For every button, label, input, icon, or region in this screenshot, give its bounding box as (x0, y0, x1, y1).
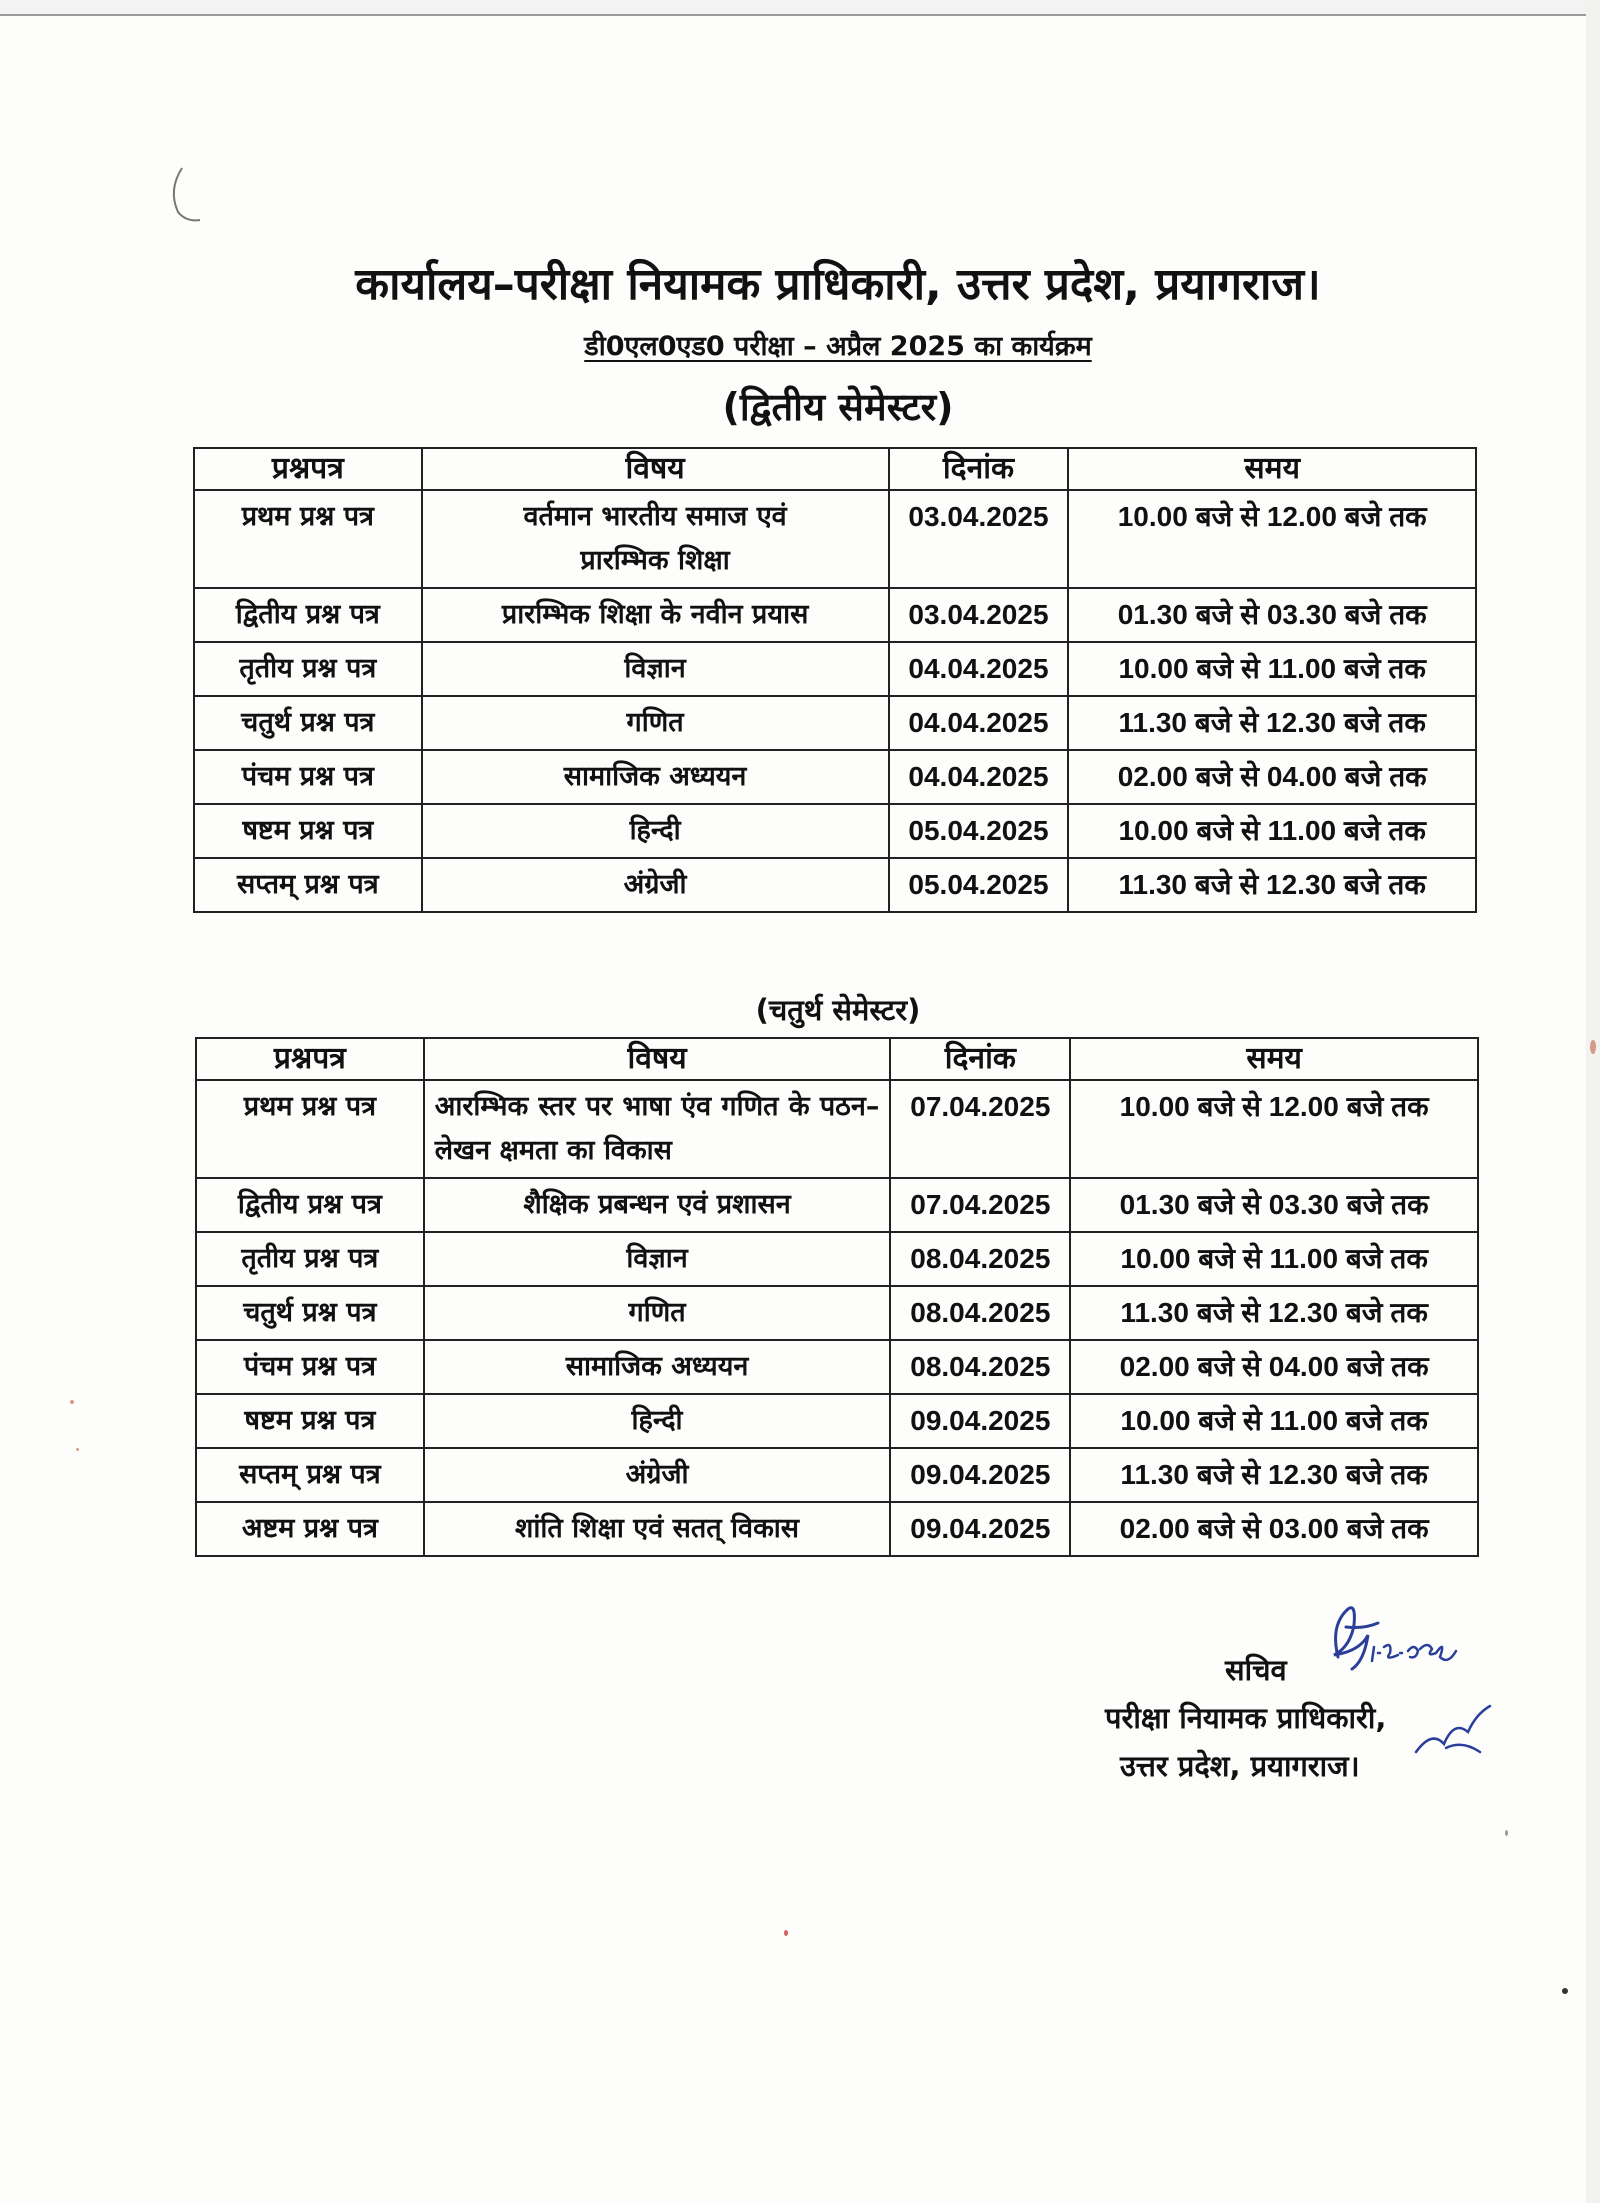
table-row (196, 1178, 1478, 1232)
subject-cell: प्रारम्भिक शिक्षा के नवीन प्रयास (422, 588, 889, 642)
subject-cell: अंग्रेजी (422, 858, 889, 912)
signatory-title: सचिव (1225, 1653, 1287, 1687)
paper-cell: अष्टम प्रश्न पत्र (196, 1502, 424, 1556)
column-header-time: समय (1068, 448, 1476, 490)
paper-cell: तृतीय प्रश्न पत्र (196, 1232, 424, 1286)
subject-cell: गणित (424, 1286, 891, 1340)
date-cell: 04.04.2025 (889, 750, 1069, 804)
table-row (196, 1286, 1478, 1340)
table-row (196, 1394, 1478, 1448)
time-cell: 11.30 बजे से 12.30 बजे तक (1068, 696, 1476, 750)
paper-cell: पंचम प्रश्न पत्र (196, 1340, 424, 1394)
subject-cell: गणित (422, 696, 889, 750)
date-cell: 04.04.2025 (889, 642, 1069, 696)
scan-speck (784, 1930, 788, 1936)
table-row (196, 1340, 1478, 1394)
time-cell: 11.30 बजे से 12.30 बजे तक (1070, 1448, 1478, 1502)
date-cell: 04.04.2025 (889, 696, 1069, 750)
semester-4-heading: (चतुर्थ सेमेस्टर) (755, 993, 921, 1027)
table-row (194, 588, 1476, 642)
scan-speck (1505, 1830, 1508, 1836)
semester-2-heading: (द्वितीय सेमेस्टर) (722, 385, 954, 429)
time-cell: 01.30 बजे से 03.30 बजे तक (1068, 588, 1476, 642)
subject-cell: विज्ञान (422, 642, 889, 696)
subject-cell: शैक्षिक प्रबन्धन एवं प्रशासन (424, 1178, 891, 1232)
table-header-row (196, 1038, 1478, 1080)
column-header-subject: विषय (422, 448, 889, 490)
date-cell: 05.04.2025 (889, 804, 1069, 858)
table-row (194, 750, 1476, 804)
date-cell: 07.04.2025 (890, 1080, 1070, 1178)
subject-cell: हिन्दी (422, 804, 889, 858)
paper-cell: चतुर्थ प्रश्न पत्र (194, 696, 422, 750)
paper-cell: षष्टम प्रश्न पत्र (194, 804, 422, 858)
signatory-office-line2: उत्तर प्रदेश, प्रयागराज। (1120, 1749, 1360, 1783)
time-cell: 10.00 बजे से 12.00 बजे तक (1070, 1080, 1478, 1178)
time-cell: 01.30 बजे से 03.30 बजे तक (1070, 1178, 1478, 1232)
signatory-office-line1: परीक्षा नियामक प्राधिकारी, (1105, 1701, 1387, 1735)
date-cell: 05.04.2025 (889, 858, 1069, 912)
paper-cell: प्रथम प्रश्न पत्र (196, 1080, 424, 1178)
date-cell: 03.04.2025 (889, 490, 1069, 588)
paper-cell: प्रथम प्रश्न पत्र (194, 490, 422, 588)
time-cell: 10.00 बजे से 12.00 बजे तक (1068, 490, 1476, 588)
table-row (196, 1232, 1478, 1286)
subject-cell: वर्तमान भारतीय समाज एवं प्रारम्भिक शिक्षा (422, 490, 889, 588)
date-cell: 09.04.2025 (890, 1394, 1070, 1448)
column-header-subject: विषय (424, 1038, 891, 1080)
paper-cell: षष्टम प्रश्न पत्र (196, 1394, 424, 1448)
time-cell: 02.00 बजे से 03.00 बजे तक (1070, 1502, 1478, 1556)
paper-cell: सप्तम् प्रश्न पत्र (194, 858, 422, 912)
scan-speck (70, 1400, 74, 1404)
table-row (194, 642, 1476, 696)
table-row (194, 490, 1476, 588)
date-cell: 09.04.2025 (890, 1502, 1070, 1556)
time-cell: 10.00 बजे से 11.00 बजे तक (1070, 1232, 1478, 1286)
scan-mark (160, 160, 210, 230)
time-cell: 11.30 बजे से 12.30 बजे तक (1070, 1286, 1478, 1340)
table-row (196, 1502, 1478, 1556)
time-cell: 11.30 बजे से 12.30 बजे तक (1068, 858, 1476, 912)
column-header-date: दिनांक (890, 1038, 1070, 1080)
handwritten-signature (1260, 1595, 1480, 1695)
subject-cell: आरम्भिक स्तर पर भाषा एंव गणित के पठन–लेखन क्षमता का विकास (424, 1080, 891, 1178)
paper-cell: तृतीय प्रश्न पत्र (194, 642, 422, 696)
semester-4-table (195, 1037, 1479, 1557)
date-cell: 08.04.2025 (890, 1232, 1070, 1286)
column-header-date: दिनांक (889, 448, 1069, 490)
scan-top-edge (0, 0, 1600, 16)
date-cell: 08.04.2025 (890, 1286, 1070, 1340)
time-cell: 10.00 बजे से 11.00 बजे तक (1070, 1394, 1478, 1448)
subject-cell: सामाजिक अध्ययन (424, 1340, 891, 1394)
column-header-paper: प्रश्नपत्र (196, 1038, 424, 1080)
time-cell: 02.00 बजे से 04.00 बजे तक (1068, 750, 1476, 804)
subject-cell: अंग्रेजी (424, 1448, 891, 1502)
table-row (196, 1448, 1478, 1502)
initials-scribble (1410, 1700, 1520, 1770)
scan-speck (76, 1448, 79, 1451)
date-cell: 07.04.2025 (890, 1178, 1070, 1232)
paper-cell: चतुर्थ प्रश्न पत्र (196, 1286, 424, 1340)
table-row (196, 1080, 1478, 1178)
column-header-paper: प्रश्नपत्र (194, 448, 422, 490)
subject-cell: सामाजिक अध्ययन (422, 750, 889, 804)
table-row (194, 696, 1476, 750)
table-header-row (194, 448, 1476, 490)
subject-cell: हिन्दी (424, 1394, 891, 1448)
subject-cell: शांति शिक्षा एवं सतत् विकास (424, 1502, 891, 1556)
date-cell: 08.04.2025 (890, 1340, 1070, 1394)
table-row (194, 858, 1476, 912)
table-row (194, 804, 1476, 858)
subject-cell: विज्ञान (424, 1232, 891, 1286)
paper-cell: द्वितीय प्रश्न पत्र (194, 588, 422, 642)
paper-cell: सप्तम् प्रश्न पत्र (196, 1448, 424, 1502)
scan-speck (1590, 1040, 1596, 1054)
time-cell: 10.00 बजे से 11.00 बजे तक (1068, 804, 1476, 858)
scan-speck (1562, 1988, 1568, 1994)
semester-2-table (193, 447, 1477, 913)
time-cell: 10.00 बजे से 11.00 बजे तक (1068, 642, 1476, 696)
paper-cell: पंचम प्रश्न पत्र (194, 750, 422, 804)
office-title: कार्यालय–परीक्षा नियामक प्राधिकारी, उत्तर प्रदेश, प्रयागराज। (355, 259, 1321, 310)
time-cell: 02.00 बजे से 04.00 बजे तक (1070, 1340, 1478, 1394)
date-cell: 03.04.2025 (889, 588, 1069, 642)
column-header-time: समय (1070, 1038, 1478, 1080)
paper-cell: द्वितीय प्रश्न पत्र (196, 1178, 424, 1232)
exam-subtitle: डी0एल0एड0 परीक्षा – अप्रैल 2025 का कार्यक्रम (584, 331, 1092, 362)
date-cell: 09.04.2025 (890, 1448, 1070, 1502)
